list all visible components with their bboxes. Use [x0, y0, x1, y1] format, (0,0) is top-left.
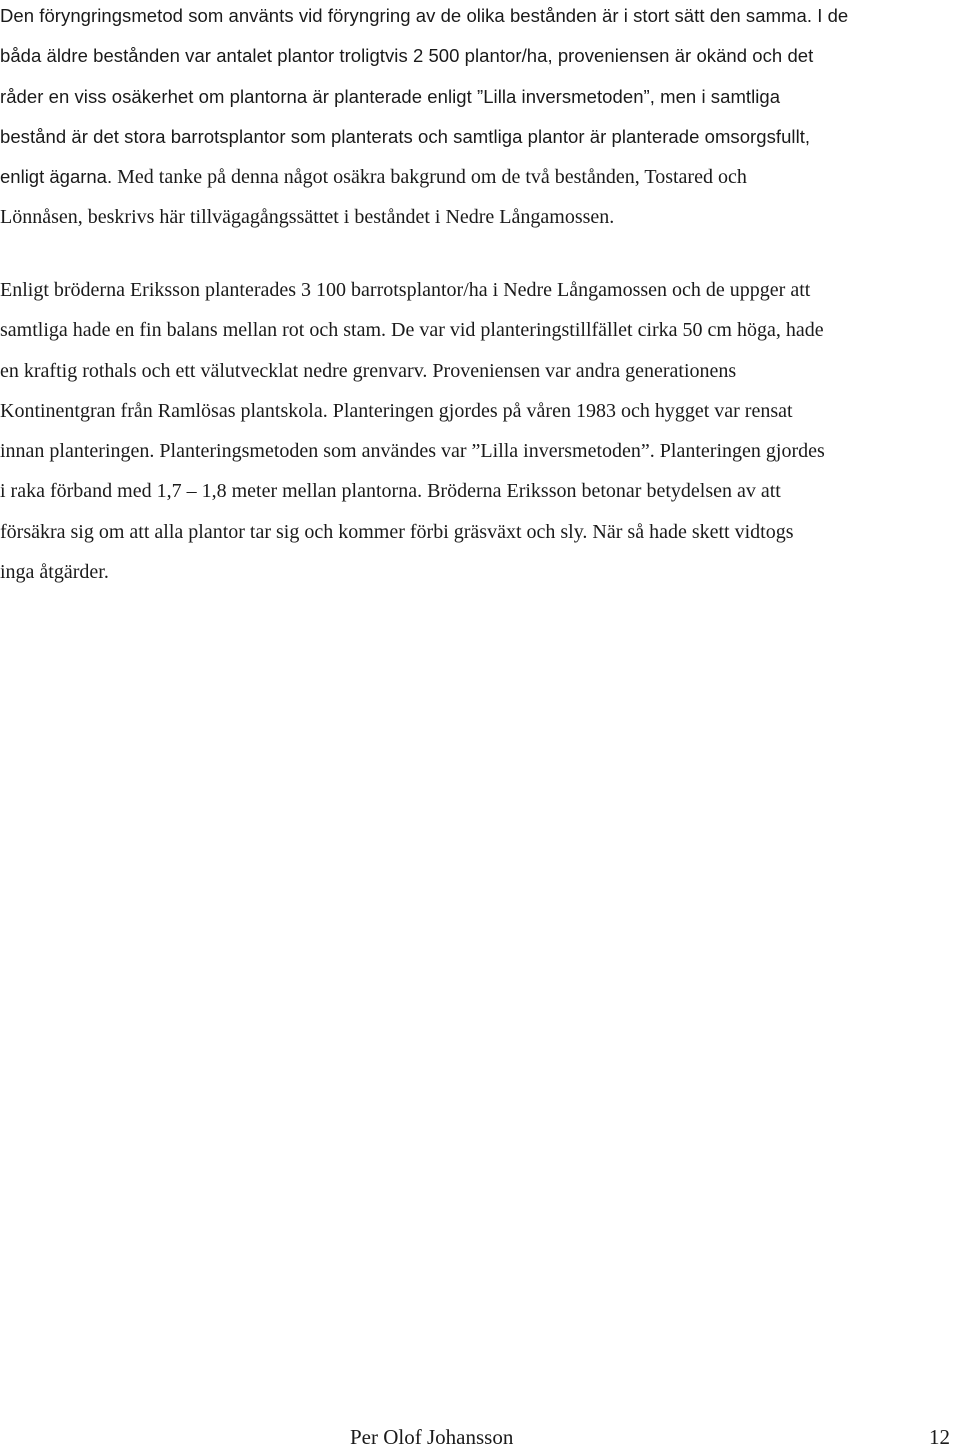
text-segment: Med tanke på denna något osäkra bakgrund om de två bestånden, Tostared och [112, 166, 747, 189]
text-line: samtliga hade en fin balans mellan rot och stam. De var vid planteringstillfället cirka 50 cm höga, hade [0, 319, 824, 342]
paragraph-planting-description [0, 270, 960, 592]
text-line: Enligt bröderna Eriksson planterades 3 100 barrotsplantor/ha i Nedre Långamossen och de uppger att [0, 279, 811, 301]
text-line: en kraftig rothals och ett välutvecklat nedre grenvarv. Proveniensen var andra generationens [0, 359, 737, 382]
text-line: bestånd är det stora barrotsplantor som planterats och samtliga plantor är planterade omsorgsfullt, [0, 125, 811, 147]
text-line: råder en viss osäkerhet om plantorna är planterade enligt ”Lilla inversmetoden”, men i samtliga [0, 85, 781, 107]
text-line: Den föryngringsmetod som använts vid föryngring av de olika bestånden är i stort sätt den samma. I de [0, 5, 849, 26]
page-number: 12 [929, 1425, 950, 1449]
text-line: Kontinentgran från Ramlösas plantskola. Planteringen gjordes på våren 1983 och hygget var rensat [0, 399, 793, 422]
text-line: båda äldre bestånden var antalet plantor troligtvis 2 500 plantor/ha, proveniensen är okänd och det [0, 45, 814, 67]
paragraph-regeneration-method [0, 0, 960, 238]
footer-author: Per Olof Johansson [350, 1425, 514, 1449]
text-line: innan planteringen. Planteringsmetoden som användes var ”Lilla inversmetoden”. Planteringen gjordes [0, 440, 825, 463]
text-line: inga åtgärder. [0, 561, 109, 584]
text-line: försäkra sig om att alla plantor tar sig och kommer förbi gräsväxt och sly. När så hade skett vidtogs [0, 520, 794, 543]
text-line: i raka förband med 1,7 – 1,8 meter mellan plantorna. Bröderna Eriksson betonar betydelsen av att [0, 480, 781, 503]
text-line [0, 157, 960, 197]
text-line: Lönnåsen, beskrivs här tillvägagångssättet i beståndet i Nedre Långamossen. [0, 206, 615, 229]
text-segment: enligt ägarna. [0, 166, 113, 188]
